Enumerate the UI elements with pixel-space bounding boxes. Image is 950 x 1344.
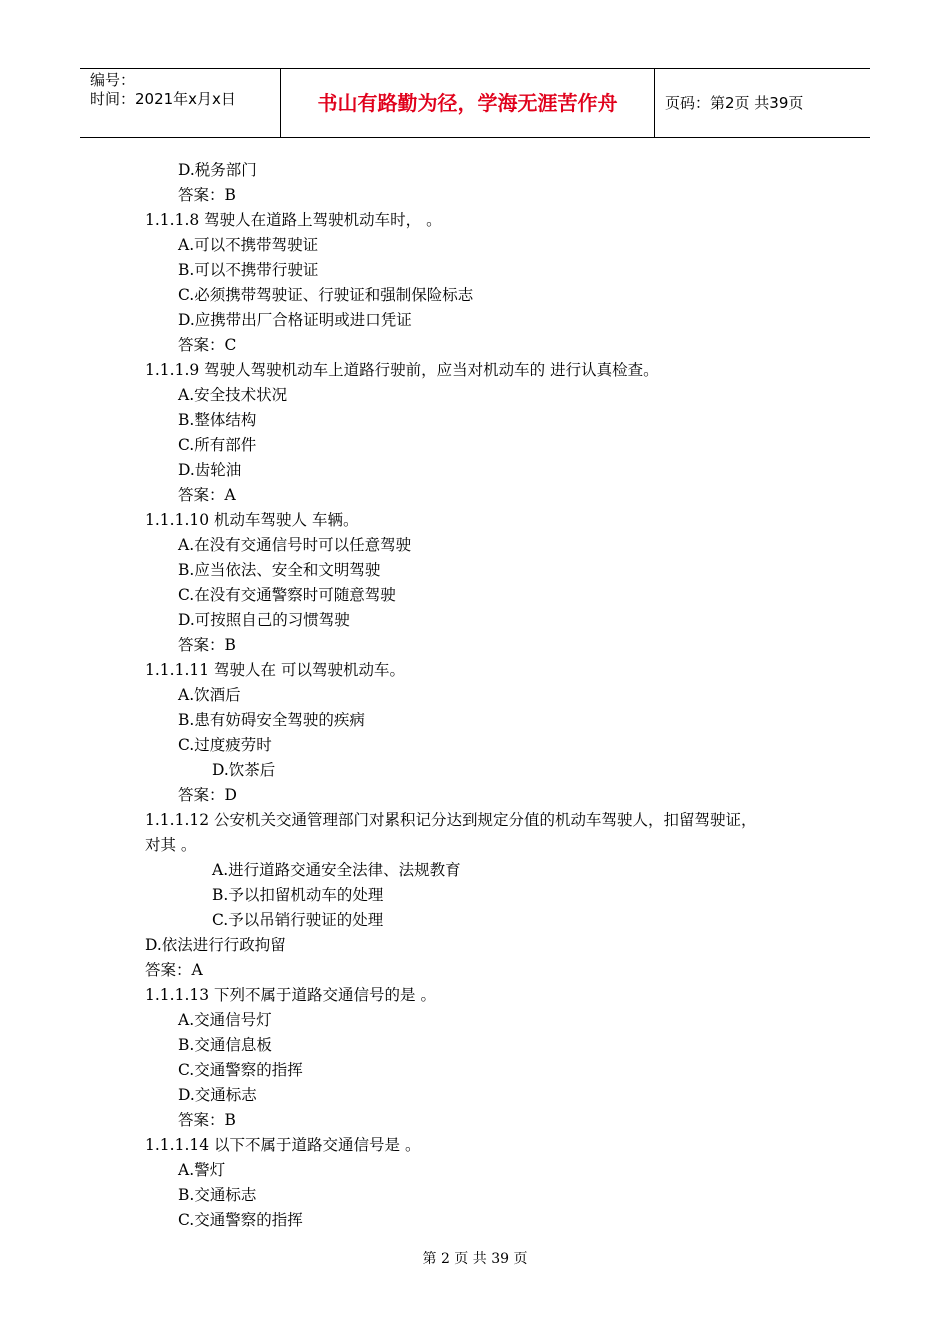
question-line: 1.1.1.12 公安机关交通管理部门对累积记分达到规定分值的机动车驾驶人，扣留驾驶证，: [145, 811, 757, 829]
option-line: B.予以扣留机动车的处理: [212, 886, 384, 904]
option-line: B.交通标志: [178, 1186, 257, 1204]
option-line: D.齿轮油: [178, 461, 242, 479]
option-line: B.交通信息板: [178, 1036, 272, 1054]
option-line: D.可按照自己的习惯驾驶: [178, 611, 350, 629]
serial-label: 编号：: [90, 71, 136, 89]
option-line: A.进行道路交通安全法律、法规教育: [212, 861, 461, 879]
option-line: C.必须携带驾驶证、行驶证和强制保险标志: [178, 286, 474, 304]
answer-line: 答案：A: [145, 961, 203, 979]
header-info-cell: [80, 69, 281, 137]
option-line: C.交通警察的指挥: [178, 1211, 303, 1229]
option-line: B.整体结构: [178, 411, 257, 429]
question-line-continued: 对其 。: [145, 836, 197, 854]
option-line: B.患有妨碍安全驾驶的疾病: [178, 711, 365, 729]
answer-line: 答案：D: [178, 786, 237, 804]
answer-line: 答案：B: [178, 186, 236, 204]
option-line: A.在没有交通信号时可以任意驾驶: [178, 536, 412, 554]
option-line: A.可以不携带驾驶证: [178, 236, 319, 254]
answer-line: 答案：B: [178, 636, 236, 654]
question-line: 1.1.1.14 以下不属于道路交通信号是 。: [145, 1136, 421, 1154]
option-line: D.应携带出厂合格证明或进口凭证: [178, 311, 412, 329]
question-line: 1.1.1.10 机动车驾驶人 车辆。: [145, 511, 359, 529]
option-line: C.过度疲劳时: [178, 736, 272, 754]
option-line: A.安全技术状况: [178, 386, 288, 404]
option-line: D.饮茶后: [212, 761, 276, 779]
question-line: 1.1.1.8 驾驶人在道路上驾驶机动车时， 。: [145, 211, 442, 229]
time-label: 时间：2021年x月x日: [90, 90, 236, 108]
answer-line: 答案：B: [178, 1111, 236, 1129]
header-motto: 书山有路勤为径，学海无涯苦作舟: [281, 69, 655, 137]
option-line: A.交通信号灯: [178, 1011, 272, 1029]
page-header: [80, 68, 870, 138]
question-line: 1.1.1.13 下列不属于道路交通信号的是 。: [145, 986, 436, 1004]
option-line: B.可以不携带行驶证: [178, 261, 319, 279]
option-line: D.依法进行行政拘留: [145, 936, 286, 954]
option-line: D.税务部门: [178, 161, 257, 179]
option-line: A.警灯: [178, 1161, 226, 1179]
header-page-number: 页码：第2页 共39页: [665, 94, 804, 112]
answer-line: 答案：A: [178, 486, 236, 504]
question-line: 1.1.1.9 驾驶人驾驶机动车上道路行驶前，应当对机动车的 进行认真检查。: [145, 361, 659, 379]
option-line: A.饮酒后: [178, 686, 241, 704]
answer-line: 答案：C: [178, 336, 237, 354]
option-line: C.交通警察的指挥: [178, 1061, 303, 1079]
option-line: D.交通标志: [178, 1086, 257, 1104]
option-line: B.应当依法、安全和文明驾驶: [178, 561, 381, 579]
page-footer: 第 2 页 共 39 页: [422, 1251, 528, 1267]
option-line: C.所有部件: [178, 436, 257, 454]
option-line: C.在没有交通警察时可随意驾驶: [178, 586, 396, 604]
option-line: C.予以吊销行驶证的处理: [212, 911, 384, 929]
question-line: 1.1.1.11 驾驶人在 可以驾驶机动车。: [145, 661, 405, 679]
